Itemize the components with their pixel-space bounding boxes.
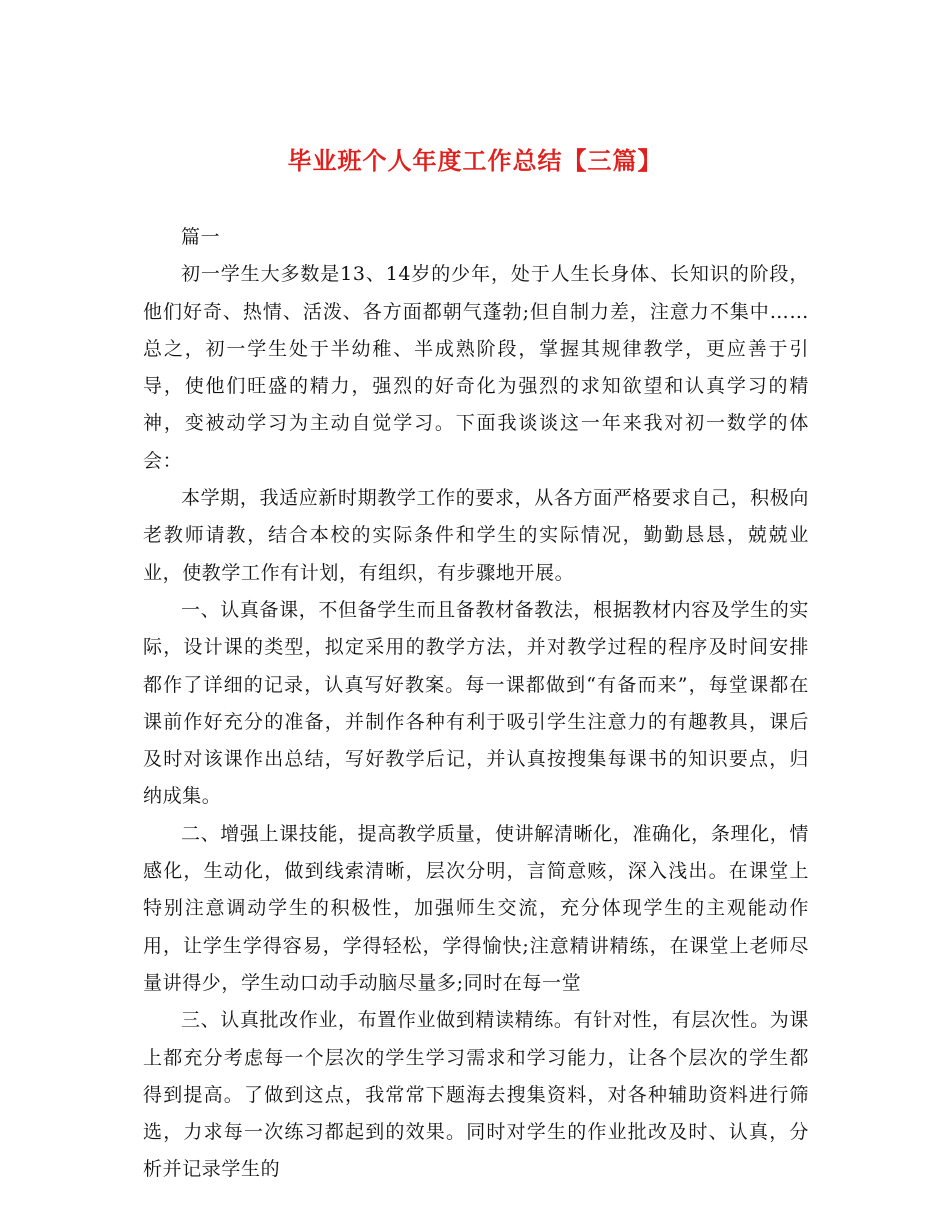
document-body: [143, 219, 809, 1189]
paragraph-point-1: 一、认真备课，不但备学生而且备教材备教法，根据教材内容及学生的实际，设计课的类型，拟定采用的教学方法，并对教学过程的程序及时间安排都作了详细的记录，认真写好教案。每一课都做到“有备而来”，每堂课都在课前作好充分的准备，并制作各种有利于吸引学生注意力的有趣教具，课后及时对该课作出总结，写好教学后记，并认真按搜集每课书的知识要点，归纳成集。: [143, 598, 809, 808]
document-title: 毕业班个人年度工作总结【三篇】: [287, 146, 663, 175]
paragraph-point-2: 二、增强上课技能，提高教学质量，使讲解清晰化，准确化，条理化，情感化，生动化，做到线索清晰，层次分明，言简意赅，深入浅出。在课堂上特别注意调动学生的积极性，加强师生交流，充分体现学生的主观能动作用，让学生学得容易，学得轻松，学得愉快;注意精讲精练，在课堂上老师尽量讲得少，学生动口动手动脑尽量多;同时在每一堂: [143, 822, 809, 994]
section-label-pian-yi: 篇一: [181, 226, 221, 248]
paragraph-point-3: 三、认真批改作业，布置作业做到精读精练。有针对性，有层次性。为课上都充分考虑每一个层次的学生学习需求和学习能力，让各个层次的学生都得到提高。了做到这点，我常常下题海去搜集资料，对各种辅助资料进行筛选，力求每一次练习都起到的效果。同时对学生的作业批改及时、认真，分析并记录学生的: [143, 1009, 809, 1181]
paragraph-intro: 初一学生大多数是13、14岁的少年，处于人生长身体、长知识的阶段，他们好奇、热情、活泼、各方面都朝气蓬勃;但自制力差，注意力不集中……总之，初一学生处于半幼稚、半成熟阶段，掌握其规律教学，更应善于引导，使他们旺盛的精力，强烈的好奇化为强烈的求知欲望和认真学习的精神，变被动学习为主动自觉学习。下面我谈谈这一年来我对初一数学的体会：: [143, 263, 809, 472]
paragraph-semester: 本学期，我适应新时期教学工作的要求，从各方面严格要求自己，积极向老教师请教，结合本校的实际条件和学生的实际情况，勤勤恳恳，兢兢业业，使教学工作有计划，有组织，有步骤地开展。: [143, 487, 809, 584]
